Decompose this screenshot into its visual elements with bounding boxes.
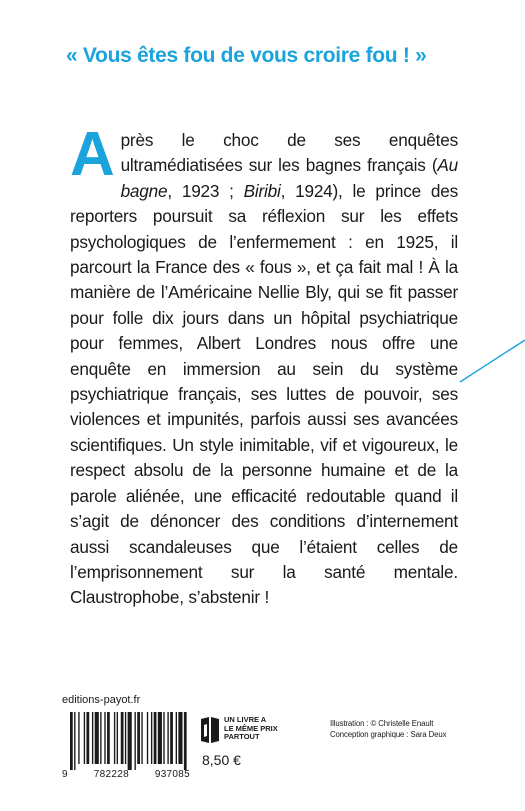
blurb-part-3: , 1924), le prince des reporters poursuit sa réflexion sur les effets psychologiques de l’enfermement : en 1925, il parcourt la France des « fous », et ça fait mal ! À la manière de l’Américaine Nellie Bly, qui se fit passer pour folle dix jours dans un hôpital psychiatrique pour femmes, Albert Londres nous offre une enquête en immersion au sein du système psychiatrique français, ses luttes de pouvoir, ses violences et impunités, parfois aussi ses avancées scientifiques. Un style inimitable, vif et vigoureux, le respect absolu de la personne humaine et de la parole aliénée, une efficacité redoutable quand il s’agit de dénoncer des conditions d’internement aussi scandaleuses que l’étaient celles de l’emprisonnement sur la santé mentale. Claustrophobe, s’abstenir ! (70, 180, 458, 608)
barcode-digit-group-2: 937085 (154, 769, 190, 780)
back-cover-blurb (70, 120, 458, 611)
credits (330, 718, 510, 740)
barcode-digit-group-1: 782228 (93, 769, 129, 780)
headline-quote: « Vous êtes fou de vous croire fou ! » (66, 44, 427, 67)
publisher-website[interactable]: editions-payot.fr (62, 694, 141, 706)
drop-cap: A (70, 120, 115, 189)
credit-illustration: Illustration : © Christelle Enault (330, 719, 434, 728)
badge-line-3: PARTOUT (224, 732, 260, 741)
title-au-bagne: Au bagne (120, 155, 458, 201)
blurb-part-2: , 1923 ; (167, 180, 244, 201)
badge-line-2: LE MÊME PRIX (224, 723, 278, 733)
title-biribi: Biribi (243, 180, 281, 201)
blurb-part-1: près le choc de ses enquêtes ultramédiatisées sur les bagnes français ( (120, 130, 458, 176)
barcode-icon (70, 712, 188, 770)
book-price-logo-icon (199, 716, 221, 744)
isbn-barcode (62, 712, 190, 782)
barcode-digit-lead: 9 (62, 769, 68, 780)
credit-design: Conception graphique : Sara Deux (330, 730, 447, 739)
barcode-digits (62, 769, 190, 780)
price: 8,50 € (202, 752, 241, 768)
same-price-badge-text (224, 716, 304, 742)
badge-line-1: UN LIVRE A (224, 715, 267, 724)
